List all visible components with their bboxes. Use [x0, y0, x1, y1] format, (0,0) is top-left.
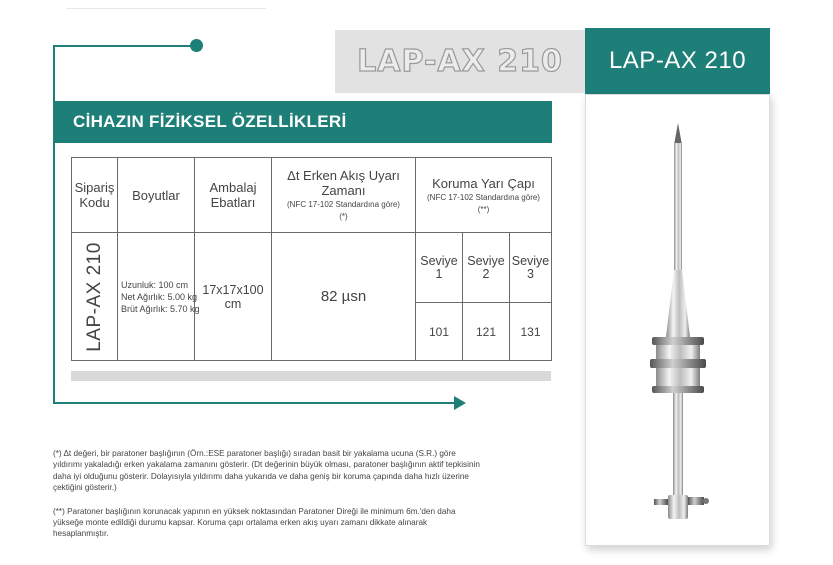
header-dimensions: Boyutlar [118, 158, 195, 233]
clamp-bolt [703, 498, 709, 504]
header-packaging: Ambalaj Ebatları [195, 158, 272, 233]
connector-line-top [53, 45, 198, 47]
header-radius: Koruma Yarı Çapı (NFC 17-102 Standardına göre) (**) [416, 158, 552, 233]
table-header-row [72, 158, 552, 233]
section-title: CİHAZIN FİZİKSEL ÖZELLİKLERİ [53, 101, 552, 143]
cone [666, 270, 690, 337]
order-code-cell: LAP-AX 210 [72, 233, 118, 361]
product-title: LAP-AX 210 [585, 28, 770, 94]
footnotes [53, 448, 483, 552]
head-disc-top [652, 337, 704, 345]
header-order-code: Sipariş Kodu [72, 158, 118, 233]
arrow-right-icon [454, 396, 466, 410]
top-divider [66, 8, 266, 9]
clamp-arm-left [654, 499, 668, 505]
rod-tip [674, 123, 682, 145]
dimensions-cell: Uzunluk: 100 cm Net Ağırlık: 5.00 kg Brüt Ağırlık: 5.70 kg [118, 233, 195, 361]
clamp-arm-right [688, 497, 704, 505]
lightning-rod-image [586, 95, 771, 547]
head-body [656, 345, 700, 359]
level-2-value: 121 [463, 303, 510, 361]
connector-line-left [53, 45, 55, 404]
header-time: Δt Erken Akış Uyarı Zamanı (NFC 17-102 Standardına göre) (*) [272, 158, 416, 233]
head-disc-bottom [652, 386, 704, 393]
table-footer-bar [71, 371, 551, 381]
time-cell: 82 µsn [272, 233, 416, 361]
level-3-label: Seviye 3 [510, 233, 552, 303]
spec-table [71, 157, 552, 361]
head-body-lower [656, 368, 700, 386]
footnote-1: (*) Δt değeri, bir paratoner başlığının (Örn.:ESE paratoner başlığı) sıradan basit bir yakalama ucuna (S.R.) göre yıldırımı yakaladığı erken yakalama zamanını gösterir. (Dt değerinin büyük olması, paratoner başlığının aktif tepkisinin daha iyi olduğunu gösterir. Dolayısıyla yıldırımı daha yukarıda ve daha geniş bir koruma çapında daha hızlı üzerine çektiğini gösterir.) [53, 449, 480, 493]
level-2-label: Seviye 2 [463, 233, 510, 303]
connector-line-bottom [53, 402, 458, 404]
table-row [72, 233, 552, 303]
connector-dot [190, 39, 203, 52]
base-clamp [668, 495, 688, 519]
head-disc-mid [650, 359, 706, 368]
level-1-value: 101 [416, 303, 463, 361]
product-image-card [585, 94, 770, 546]
outline-product-title: LAP-AX 210 [357, 44, 563, 79]
footnote-2: (**) Paratoner başlığının korunacak yapının en yüksek noktasından Paratoner Direği ile minimum 6m.'den daha yükseğe monte edildiği durumu kapsar. Koruma çapı ortalama erken akış uyarı zamanı dikkate alınarak hesaplanmıştır. [53, 506, 456, 539]
level-1-label: Seviye 1 [416, 233, 463, 303]
level-3-value: 131 [510, 303, 552, 361]
lower-rod [673, 393, 683, 498]
packaging-cell: 17x17x100 cm [195, 233, 272, 361]
